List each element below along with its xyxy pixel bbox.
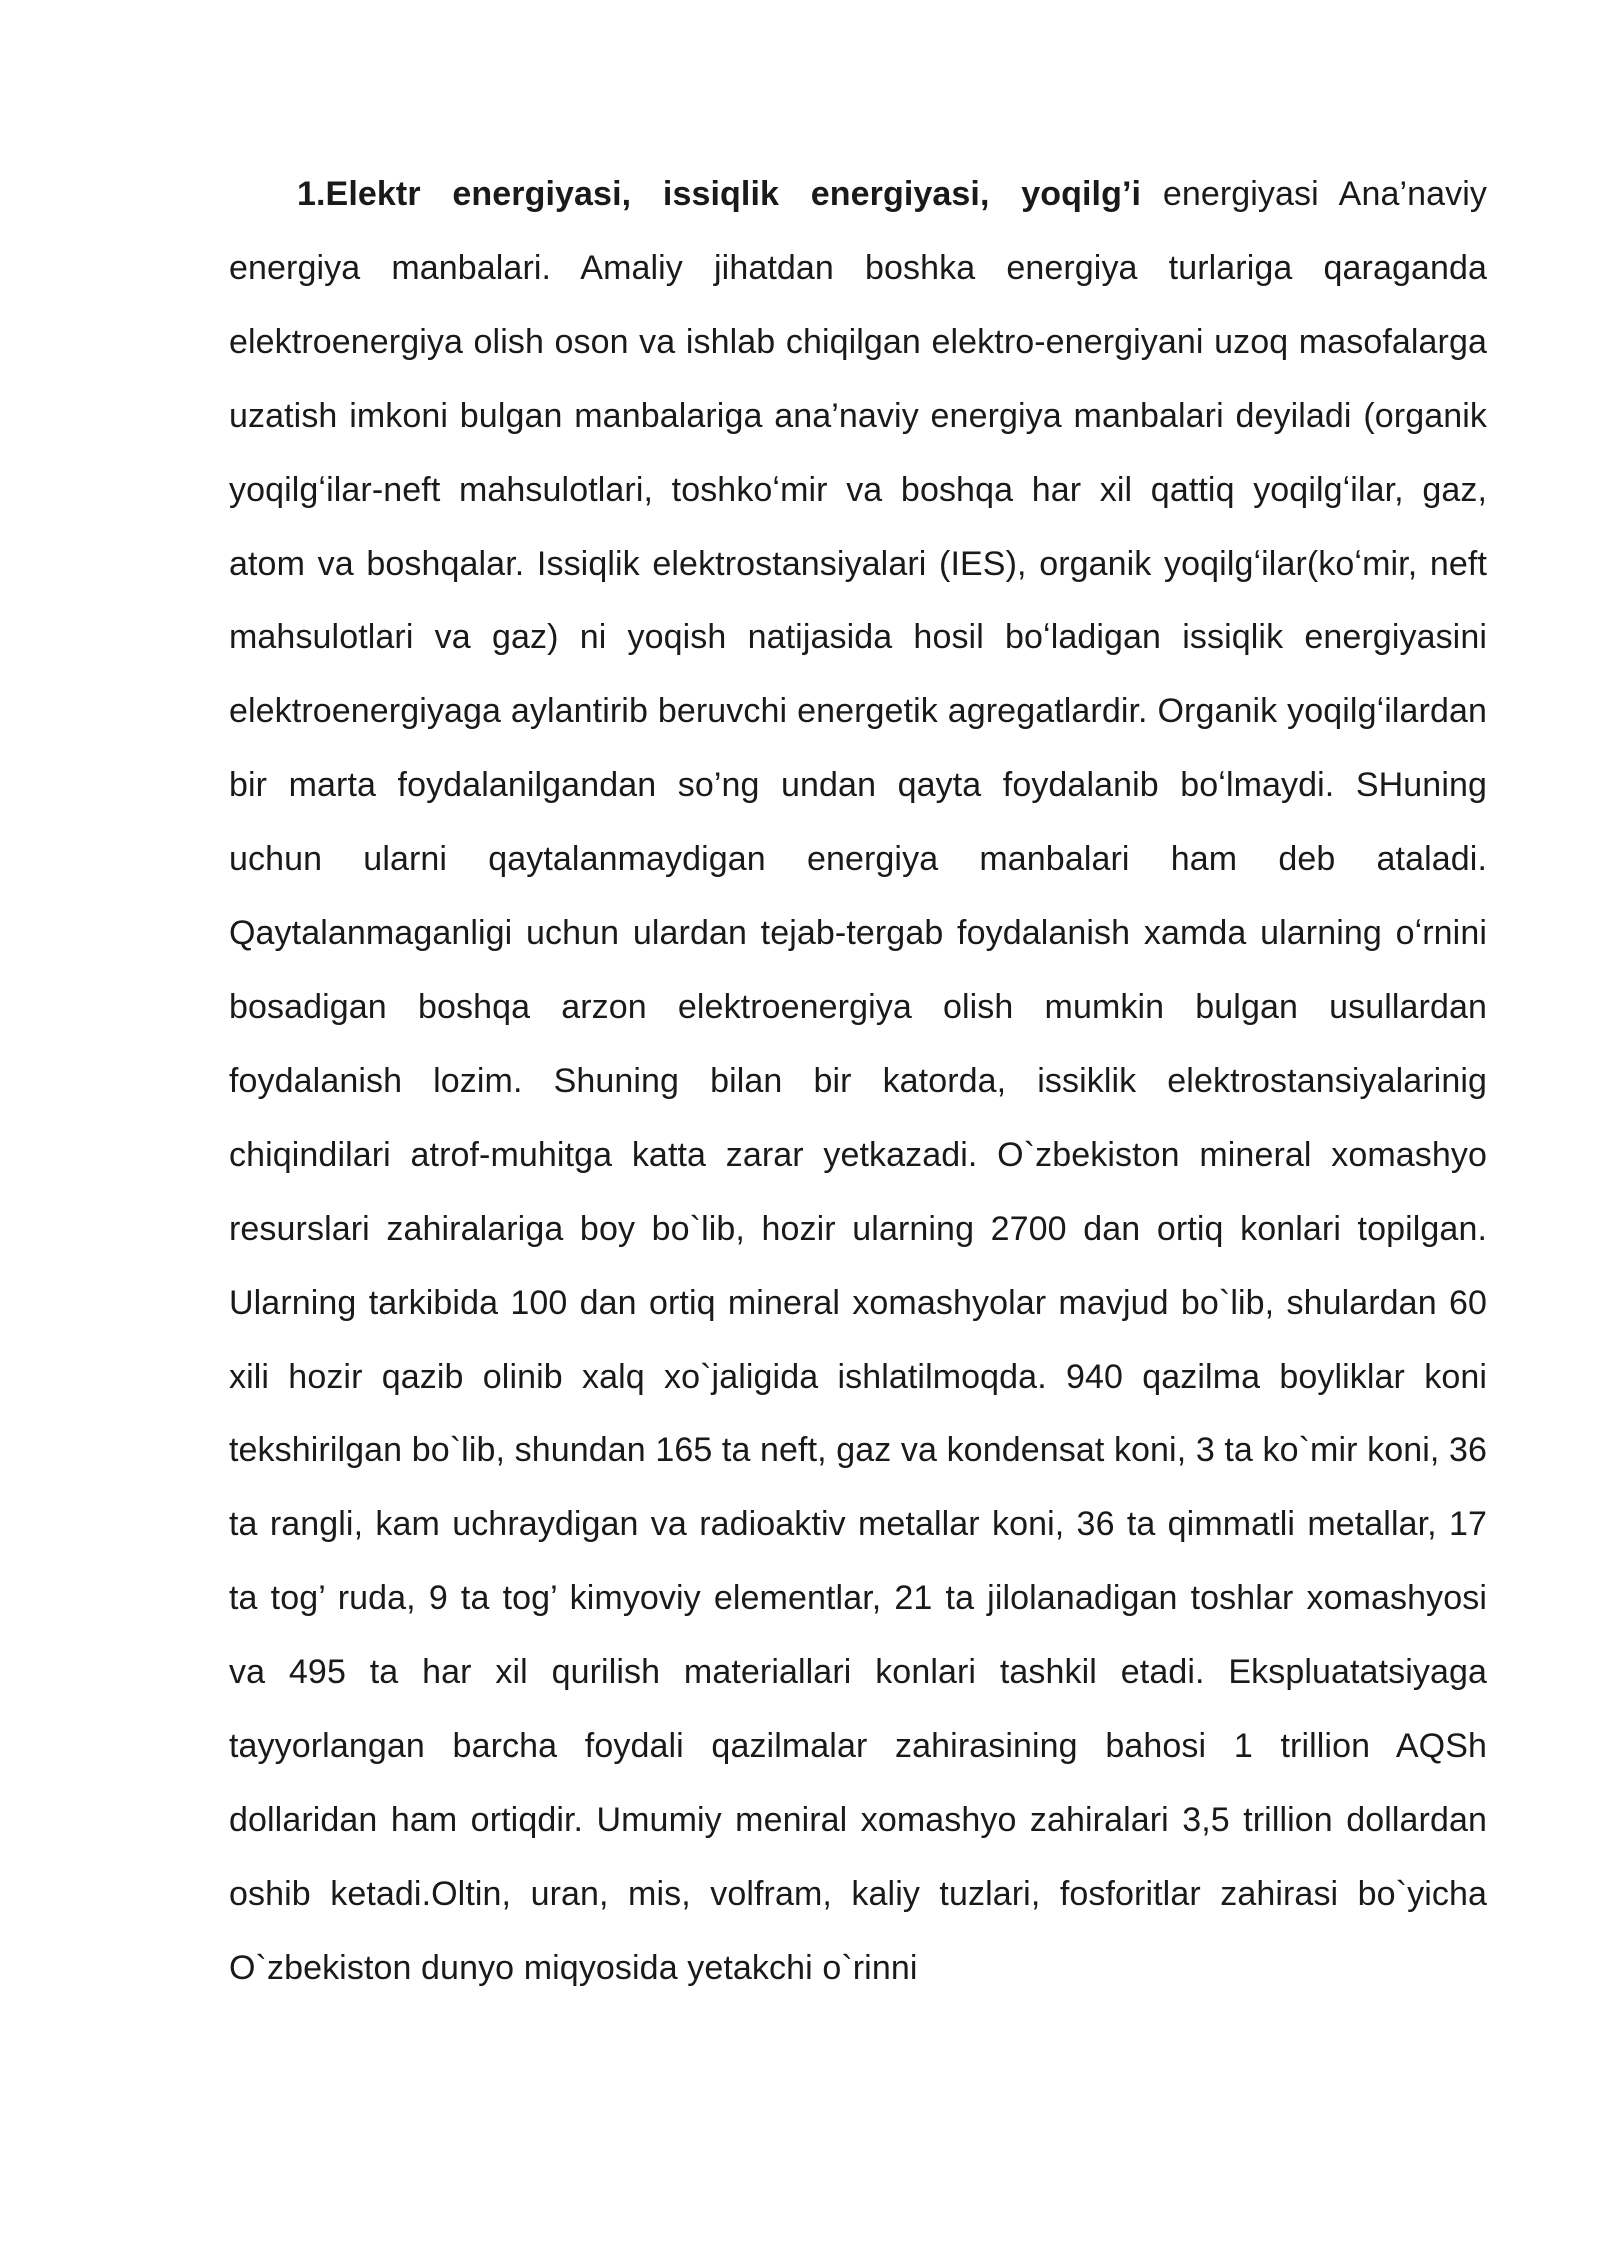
paragraph-text: energiyasi Ana’naviy energiya manbalari. Amaliy jihatdan boshka energiya turlariga qaraganda elektroenergiya olish oson va ishlab chiqilgan elektro-energiyani uzoq masofalarga uzatish imkoni bulgan manbalariga ana’naviy energiya manbalari deyiladi (organik yoqilgʻilar-neft mahsulotlari, toshkoʻmir va boshqa har xil qattiq yoqilgʻilar, gaz, atom va boshqalar. Issiqlik elektrostansiyalari (IES), organik yoqilgʻilar(koʻmir, neft mahsulotlari va gaz) ni yoqish natijasida hosil boʻladigan issiqlik energiyasini elektroenergiyaga aylantirib beruvchi energetik agregatlardir. Organik yoqilgʻilardan bir marta foydalanilgandan so’ng undan qayta foydalanib boʻlmaydi. SHuning uchun ularni qaytalanmaydigan energiya manbalari ham deb ataladi. Qaytalanmaganligi uchun ulardan tejab-tergab foydalanish xamda ularning oʻrnini bosadigan boshqa arzon elektroenergiya olish mumkin bulgan usullardan foydalanish lozim. Shuning bilan bir katorda, issiklik elektrostansiyalarinig chiqindilari atrof-muhitga katta zarar yetkazadi. O`zbekiston mineral xomashyo resurslari zahiralariga boy bo`lib, hozir ularning 2700 dan ortiq konlari topilgan. Ularning tarkibida 100 dan ortiq mineral xomashyolar mavjud bo`lib, shulardan 60 xili hozir qazib olinib xalq xo`jaligida ishlatilmoqda. 940 qazilma boyliklar koni tekshirilgan bo`lib, shundan 165 ta neft, gaz va kondensat koni, 3 ta ko`mir koni, 36 ta rangli, kam uchraydigan va radioaktiv metallar koni, 36 ta qimmatli metallar, 17 ta tog’ ruda, 9 ta tog’ kimyoviy elementlar, 21 ta jilolanadigan toshlar xomashyosi va 495 ta har xil qurilish materiallari konlari tashkil etadi. Ekspluatatsiyaga tayyorlangan barcha foydali qazilmalar zahirasining bahosi 1 trillion AQSh dollaridan ham ortiqdir. Umumiy meniral xomashyo zahiralari 3,5 trillion dollardan oshib ketadi.Oltin, uran, mis, volfram, kaliy tuzlari, fosforitlar zahirasi bo`yicha O`zbekiston dunyo miqyosida yetakchi o`rinni	[229, 175, 1487, 1987]
section-heading: 1.Elektr energiyasi, issiqlik energiyasi, yoqilg’i	[297, 175, 1142, 213]
body-paragraph	[229, 158, 1487, 2006]
